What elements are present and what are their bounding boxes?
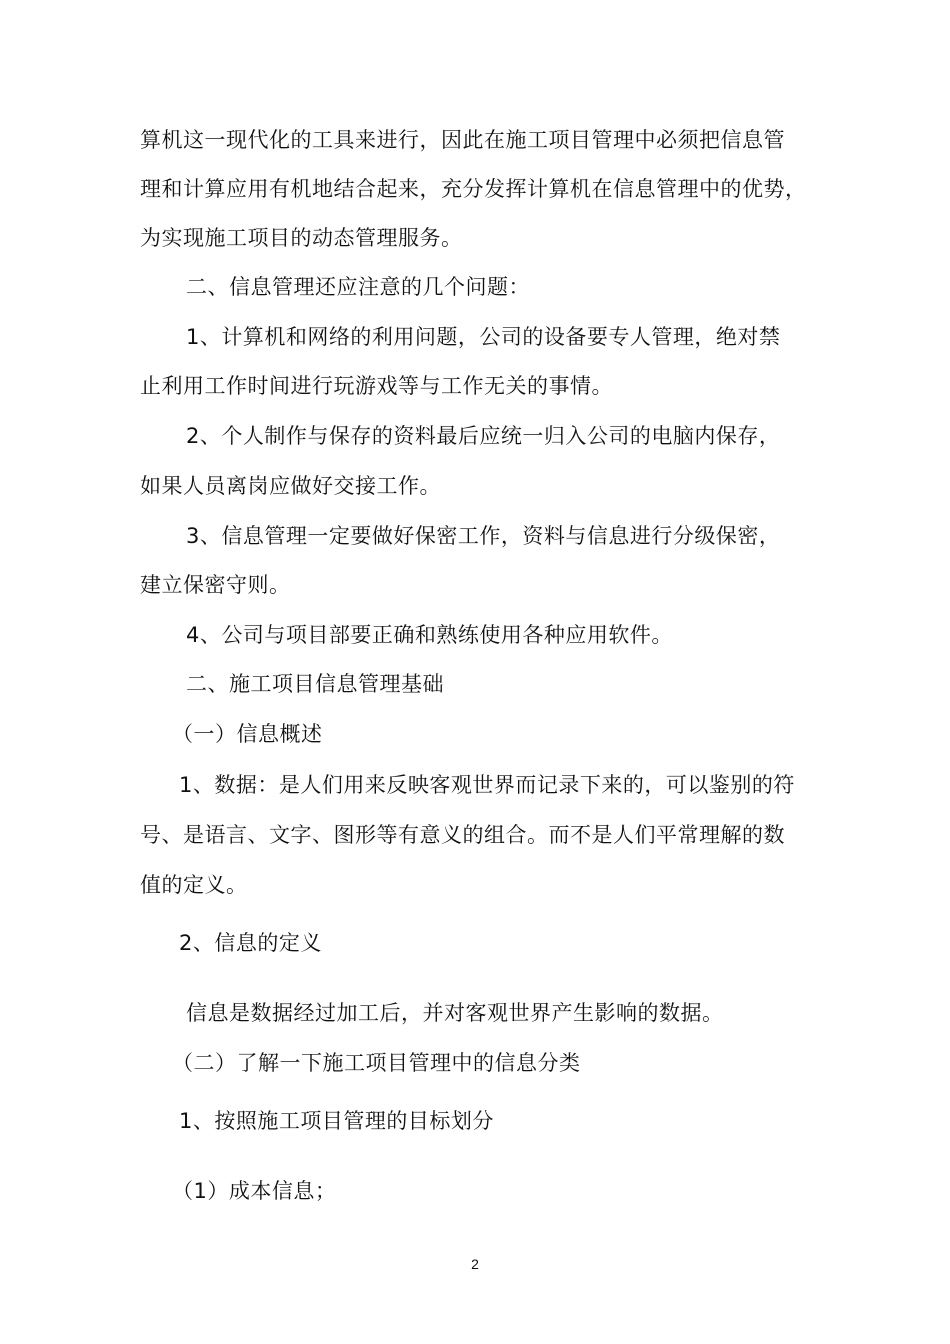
text-line: 理和计算应用有机地结合起来，充分发挥计算机在信息管理中的优势，	[140, 177, 807, 201]
page-number: 2	[471, 1256, 479, 1272]
text-line: 1、计算机和网络的利用问题，公司的设备要专人管理，绝对禁	[186, 325, 781, 349]
section-heading: 二、施工项目信息管理基础	[186, 672, 444, 696]
subsection-heading: （一）信息概述	[172, 722, 323, 746]
text-line: 1、数据：是人们用来反映客观世界而记录下来的，可以鉴别的符	[179, 773, 795, 797]
text-line: 号、是语言、文字、图形等有意义的组合。而不是人们平常理解的数	[140, 823, 785, 847]
text-line: 值的定义。	[140, 873, 248, 897]
subsection-heading: （二）了解一下施工项目管理中的信息分类	[172, 1051, 581, 1075]
text-line: 4、公司与项目部要正确和熟练使用各种应用软件。	[186, 623, 673, 647]
subsection-heading: 1、按照施工项目管理的目标划分	[179, 1109, 494, 1133]
text-line: 如果人员离岗应做好交接工作。	[140, 474, 441, 498]
text-line: 2、个人制作与保存的资料最后应统一归入公司的电脑内保存，	[186, 424, 781, 448]
text-line: 建立保密守则。	[140, 573, 291, 597]
text-line: 止利用工作时间进行玩游戏等与工作无关的事情。	[140, 374, 613, 398]
text-line: 为实现施工项目的动态管理服务。	[140, 226, 463, 250]
section-heading: 二、信息管理还应注意的几个问题：	[186, 275, 530, 299]
text-line: 信息是数据经过加工后，并对客观世界产生影响的数据。	[186, 1001, 724, 1025]
text-line: 3、信息管理一定要做好保密工作，资料与信息进行分级保密，	[186, 524, 781, 548]
text-line: 算机这一现代化的工具来进行，因此在施工项目管理中必须把信息管	[140, 128, 785, 152]
subsection-heading: 2、信息的定义	[179, 931, 322, 955]
list-item: （1）成本信息；	[172, 1179, 337, 1203]
